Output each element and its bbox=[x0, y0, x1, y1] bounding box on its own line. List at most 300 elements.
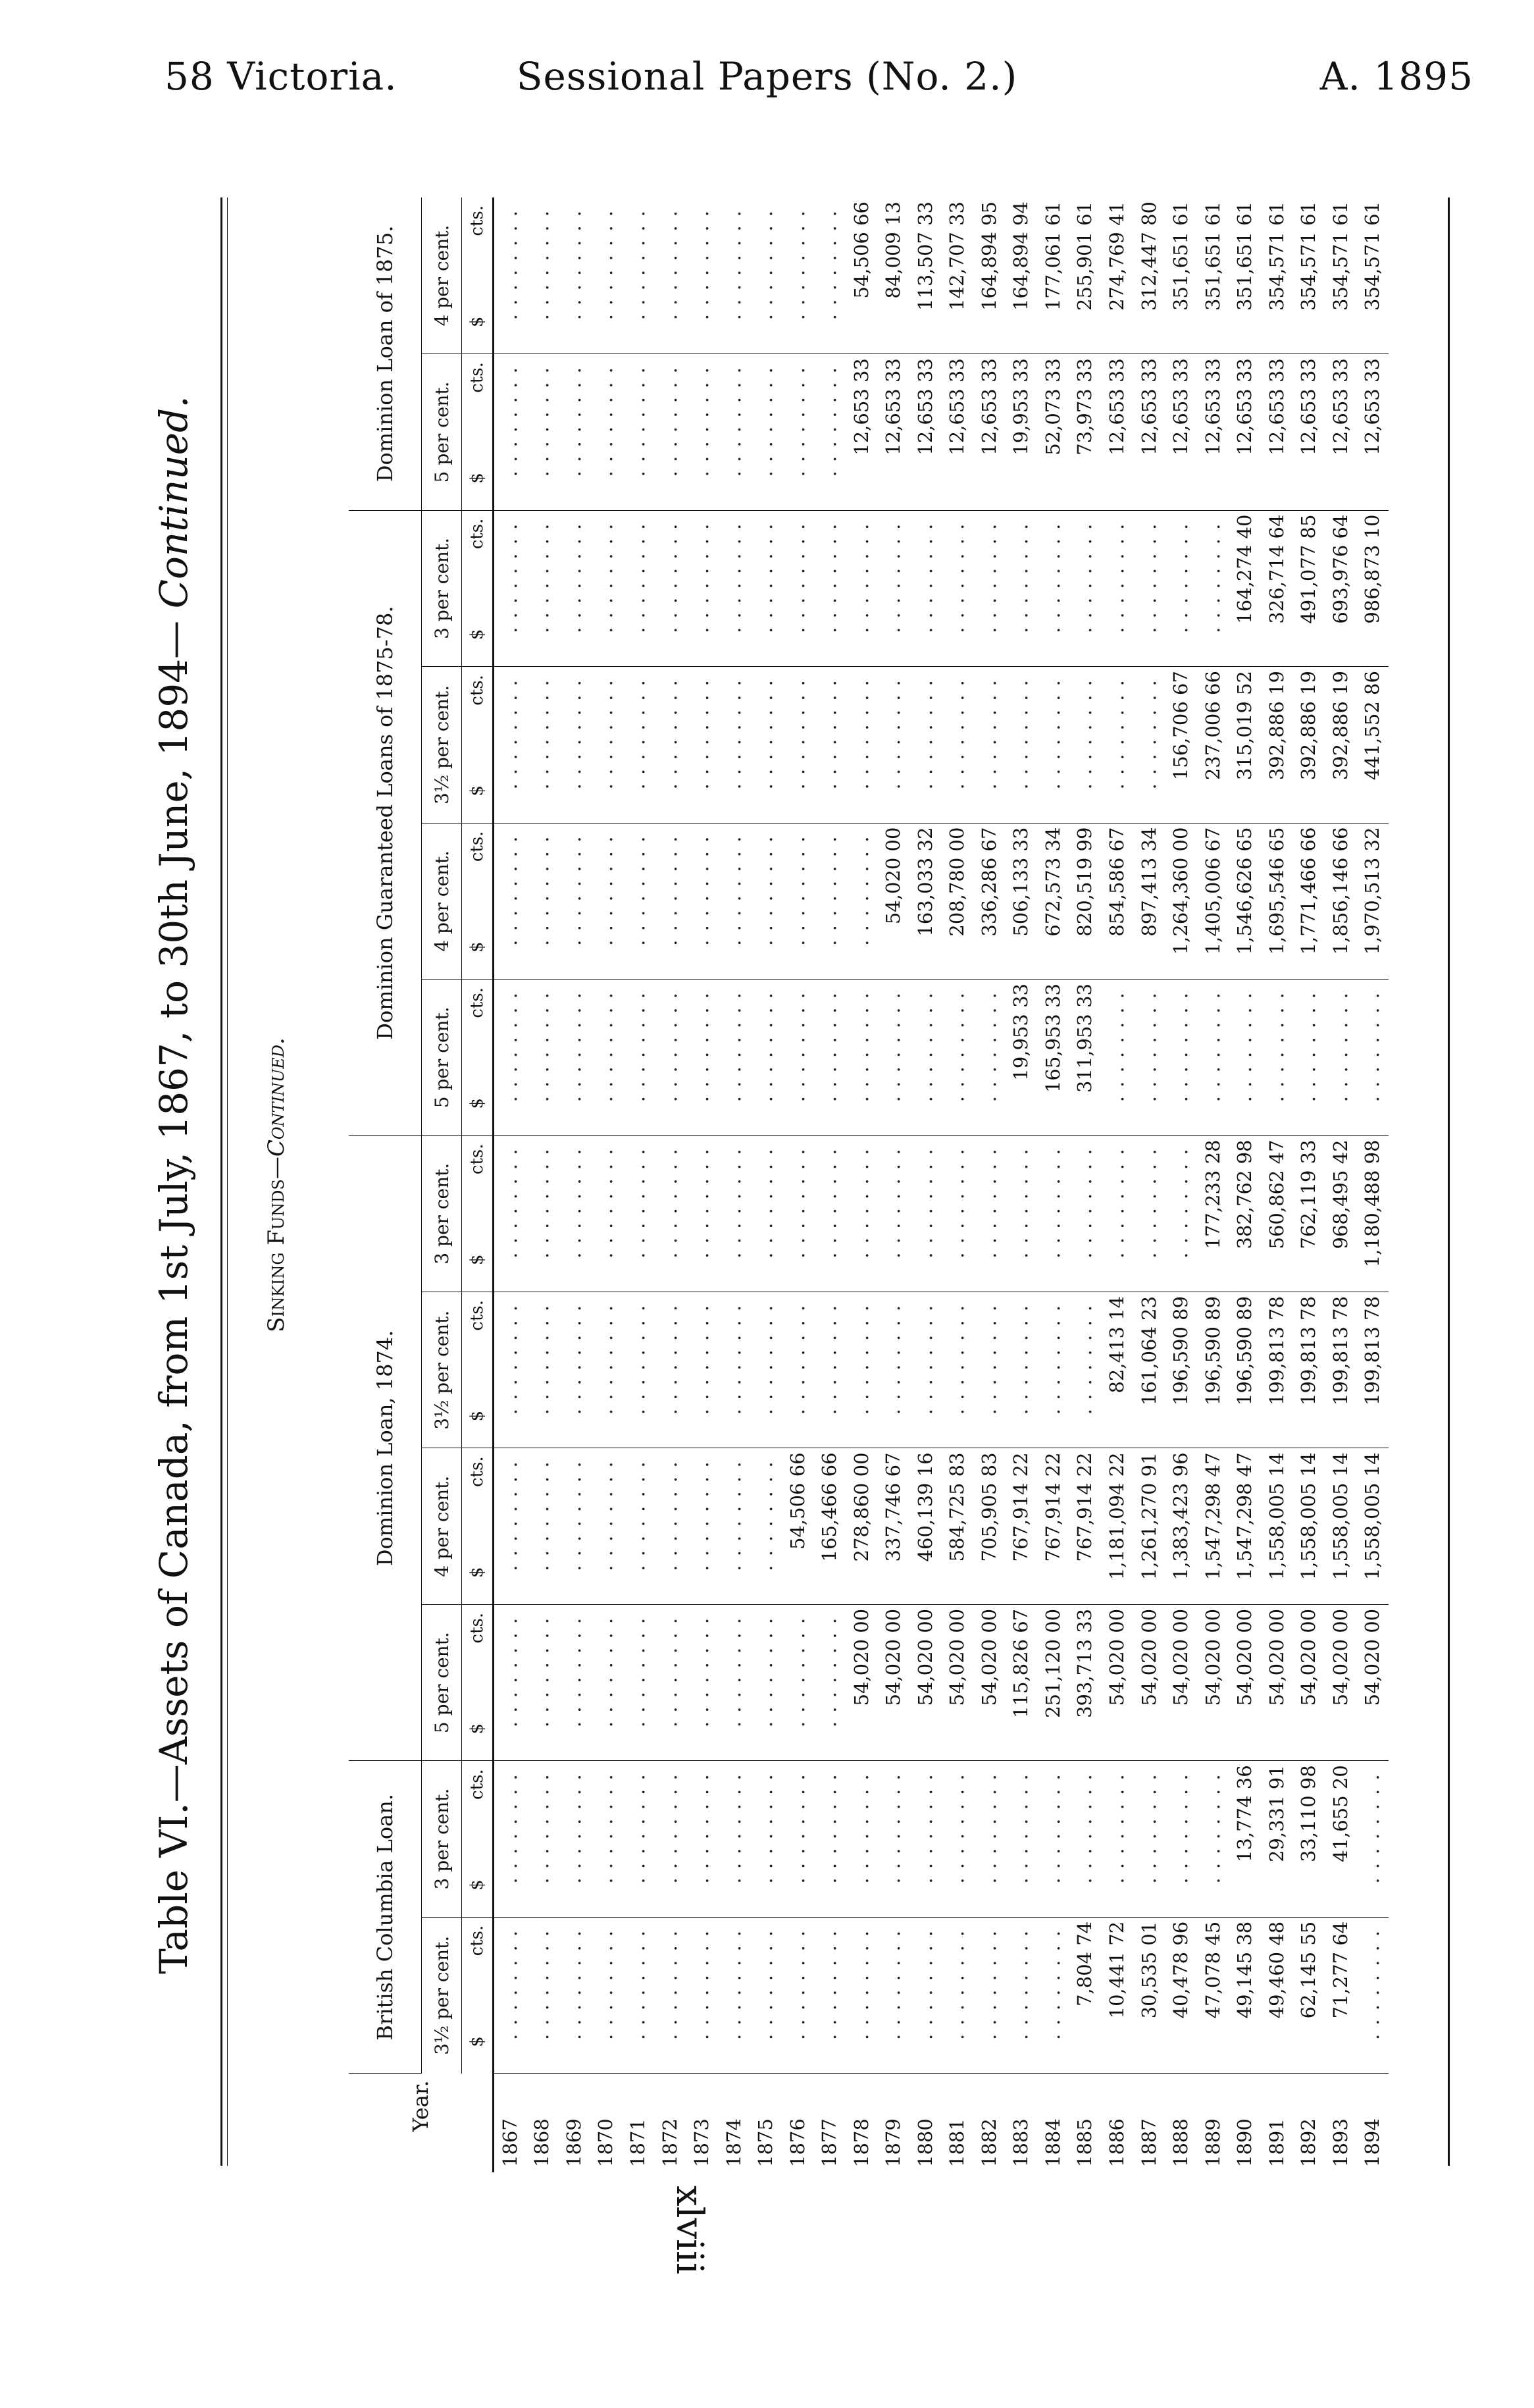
empty-cell: . . . . . . . . bbox=[750, 1761, 782, 1917]
year-cell: 1879 bbox=[882, 2118, 905, 2167]
column-header: 5 per cent. bbox=[422, 1604, 462, 1760]
empty-cell: . . . . . . . . bbox=[813, 1917, 846, 2073]
empty-cell: . . . . . . . . bbox=[1037, 1761, 1069, 1917]
empty-cell: . . . . . . . . bbox=[494, 1917, 526, 2073]
empty-cell: . . . . . . . . bbox=[973, 1292, 1006, 1448]
empty-cell: . . . . . . . . bbox=[590, 1604, 623, 1760]
table-title-continued: Continued. bbox=[151, 396, 196, 609]
value-cell: 163,033 32 bbox=[909, 823, 942, 979]
empty-cell: . . . . . . . . bbox=[494, 1761, 526, 1917]
value-cell: 115,826 67 bbox=[1006, 1604, 1038, 1760]
empty-cell: . . . . . . . . bbox=[558, 354, 590, 510]
empty-cell: . . . . . . . . bbox=[654, 1448, 686, 1604]
empty-cell: . . . . . . . . bbox=[622, 1917, 654, 2073]
value-cell: 326,714 64 bbox=[1261, 510, 1293, 667]
empty-cell: . . . . . . . . bbox=[909, 1136, 942, 1292]
column-header: 5 per cent. bbox=[422, 980, 462, 1136]
empty-cell: . . . . . . . . bbox=[686, 823, 718, 979]
year-cell: 1878 bbox=[850, 2118, 873, 2167]
empty-cell: . . . . . . . . bbox=[686, 197, 718, 354]
empty-cell: . . . . . . . . bbox=[558, 980, 590, 1136]
empty-cell: . . . . . . . . bbox=[622, 1136, 654, 1292]
value-cell: 62,145 55 bbox=[1292, 1917, 1325, 2073]
value-cell: 762,119 33 bbox=[1292, 1136, 1325, 1292]
cents-unit: cts. bbox=[467, 1456, 487, 1488]
empty-cell: . . . . . . . . bbox=[750, 980, 782, 1136]
empty-cell: . . . . . . . . bbox=[526, 980, 559, 1136]
table-row bbox=[1356, 197, 1389, 2172]
empty-cell: . . . . . . . . bbox=[846, 510, 878, 667]
value-cell: 274,769 41 bbox=[1101, 197, 1133, 354]
table-row bbox=[1133, 197, 1165, 2172]
table-row bbox=[494, 197, 526, 2172]
empty-cell: . . . . . . . . bbox=[686, 1604, 718, 1760]
empty-cell: . . . . . . . . bbox=[558, 1448, 590, 1604]
value-cell: 54,020 00 bbox=[877, 1604, 909, 1760]
value-cell: 460,139 16 bbox=[909, 1448, 942, 1604]
empty-cell: . . . . . . . . bbox=[590, 1136, 623, 1292]
value-cell: 49,145 38 bbox=[1229, 1917, 1261, 2073]
empty-cell: . . . . . . . . bbox=[590, 1292, 623, 1448]
empty-cell: . . . . . . . . bbox=[1069, 1136, 1102, 1292]
empty-cell: . . . . . . . . bbox=[494, 1136, 526, 1292]
empty-cell: . . . . . . . . bbox=[1356, 980, 1389, 1136]
value-cell: 1,558,005 14 bbox=[1292, 1448, 1325, 1604]
empty-cell: . . . . . . . . bbox=[1006, 1761, 1038, 1917]
empty-cell: . . . . . . . . bbox=[590, 980, 623, 1136]
empty-cell: . . . . . . . . bbox=[494, 1604, 526, 1760]
cents-unit: cts. bbox=[467, 362, 487, 393]
empty-cell: . . . . . . . . bbox=[590, 823, 623, 979]
unit-header bbox=[462, 667, 494, 823]
empty-cell: . . . . . . . . bbox=[558, 1761, 590, 1917]
empty-cell: . . . . . . . . bbox=[622, 1761, 654, 1917]
empty-cell: . . . . . . . . bbox=[494, 510, 526, 667]
value-cell: 12,653 33 bbox=[1325, 354, 1357, 510]
empty-cell: . . . . . . . . bbox=[590, 354, 623, 510]
empty-cell: . . . . . . . . bbox=[718, 1761, 750, 1917]
year-cell: 1887 bbox=[1137, 2118, 1160, 2167]
empty-cell: . . . . . . . . bbox=[622, 1604, 654, 1760]
empty-cell: . . . . . . . . bbox=[782, 1604, 814, 1760]
value-cell: 12,653 33 bbox=[973, 354, 1006, 510]
empty-cell: . . . . . . . . bbox=[877, 667, 909, 823]
empty-cell: . . . . . . . . bbox=[1006, 1136, 1038, 1292]
empty-cell: . . . . . . . . bbox=[718, 197, 750, 354]
value-cell: 1,547,298 47 bbox=[1229, 1448, 1261, 1604]
empty-cell: . . . . . . . . bbox=[718, 510, 750, 667]
empty-cell: . . . . . . . . bbox=[813, 1292, 846, 1448]
dollar-unit: $ bbox=[467, 1879, 487, 1891]
table-row bbox=[686, 197, 718, 2172]
value-cell: 767,914 22 bbox=[1037, 1448, 1069, 1604]
unit-header bbox=[462, 1448, 494, 1604]
table-subtitle-continued: Continued. bbox=[263, 1037, 290, 1157]
empty-cell: . . . . . . . . bbox=[590, 510, 623, 667]
empty-cell: . . . . . . . . bbox=[558, 1292, 590, 1448]
year-cell: 1891 bbox=[1265, 2118, 1288, 2167]
empty-cell: . . . . . . . . bbox=[558, 510, 590, 667]
empty-cell: . . . . . . . . bbox=[654, 1761, 686, 1917]
value-cell: 672,573 34 bbox=[1037, 823, 1069, 979]
empty-cell: . . . . . . . . bbox=[622, 1448, 654, 1604]
value-cell: 354,571 61 bbox=[1292, 197, 1325, 354]
unit-header bbox=[462, 1604, 494, 1760]
value-cell: 278,860 00 bbox=[846, 1448, 878, 1604]
value-cell: 33,110 98 bbox=[1292, 1761, 1325, 1917]
dollar-unit: $ bbox=[467, 1410, 487, 1422]
value-cell: 1,180,488 98 bbox=[1356, 1136, 1389, 1292]
empty-cell: . . . . . . . . bbox=[1101, 1136, 1133, 1292]
empty-cell: . . . . . . . . bbox=[1069, 667, 1102, 823]
cents-unit: cts. bbox=[467, 831, 487, 862]
empty-cell: . . . . . . . . bbox=[1261, 980, 1293, 1136]
value-cell: 156,706 67 bbox=[1165, 667, 1197, 823]
value-cell: 392,886 19 bbox=[1292, 667, 1325, 823]
table-row bbox=[558, 197, 590, 2172]
value-cell: 336,286 67 bbox=[973, 823, 1006, 979]
value-cell: 584,725 83 bbox=[942, 1448, 974, 1604]
empty-cell: . . . . . . . . bbox=[526, 354, 559, 510]
empty-cell: . . . . . . . . bbox=[1133, 667, 1165, 823]
empty-cell: . . . . . . . . bbox=[846, 980, 878, 1136]
value-cell: 237,006 66 bbox=[1197, 667, 1229, 823]
unit-header bbox=[462, 1761, 494, 1917]
empty-cell: . . . . . . . . bbox=[813, 1604, 846, 1760]
empty-cell: . . . . . . . . bbox=[1133, 1136, 1165, 1292]
empty-cell: . . . . . . . . bbox=[877, 1761, 909, 1917]
empty-cell: . . . . . . . . bbox=[1292, 980, 1325, 1136]
table-row bbox=[526, 197, 559, 2172]
value-cell: 52,073 33 bbox=[1037, 354, 1069, 510]
empty-cell: . . . . . . . . bbox=[494, 1292, 526, 1448]
empty-cell: . . . . . . . . bbox=[1165, 1136, 1197, 1292]
empty-cell: . . . . . . . . bbox=[1037, 1292, 1069, 1448]
value-cell: 40,478 96 bbox=[1165, 1917, 1197, 2073]
value-cell: 10,441 72 bbox=[1101, 1917, 1133, 2073]
value-cell: 820,519 99 bbox=[1069, 823, 1102, 979]
empty-cell: . . . . . . . . bbox=[558, 667, 590, 823]
empty-cell: . . . . . . . . bbox=[654, 823, 686, 979]
year-cell: 1893 bbox=[1329, 2118, 1352, 2167]
cents-unit: cts. bbox=[467, 1925, 487, 1956]
table-row bbox=[1069, 197, 1102, 2172]
empty-cell: . . . . . . . . bbox=[686, 1761, 718, 1917]
year-cell: 1872 bbox=[658, 2118, 681, 2167]
value-cell: 54,506 66 bbox=[782, 1448, 814, 1604]
value-cell: 854,586 67 bbox=[1101, 823, 1133, 979]
empty-cell: . . . . . . . . bbox=[686, 667, 718, 823]
table-row bbox=[909, 197, 942, 2172]
value-cell: 54,020 00 bbox=[1133, 1604, 1165, 1760]
empty-cell: . . . . . . . . bbox=[494, 197, 526, 354]
empty-cell: . . . . . . . . bbox=[782, 667, 814, 823]
value-cell: 54,020 00 bbox=[877, 823, 909, 979]
empty-cell: . . . . . . . . bbox=[494, 667, 526, 823]
value-cell: 1,181,094 22 bbox=[1101, 1448, 1133, 1604]
value-cell: 12,653 33 bbox=[942, 354, 974, 510]
unit-header bbox=[462, 1917, 494, 2073]
empty-cell: . . . . . . . . bbox=[1197, 980, 1229, 1136]
unit-header bbox=[462, 1136, 494, 1292]
empty-cell: . . . . . . . . bbox=[1356, 1761, 1389, 1917]
cents-unit: cts. bbox=[467, 1769, 487, 1800]
value-cell: 392,886 19 bbox=[1325, 667, 1357, 823]
value-cell: 177,061 61 bbox=[1037, 197, 1069, 354]
value-cell: 311,953 33 bbox=[1069, 980, 1102, 1136]
table-row bbox=[1037, 197, 1069, 2172]
empty-cell: . . . . . . . . bbox=[750, 823, 782, 979]
dollar-unit: $ bbox=[467, 629, 487, 641]
empty-cell: . . . . . . . . bbox=[494, 823, 526, 979]
value-cell: 7,804 74 bbox=[1069, 1917, 1102, 2073]
empty-cell: . . . . . . . . bbox=[1101, 510, 1133, 667]
group-header: British Columbia Loan. bbox=[349, 1761, 422, 2074]
empty-cell: . . . . . . . . bbox=[1101, 1761, 1133, 1917]
value-cell: 337,746 67 bbox=[877, 1448, 909, 1604]
value-cell: 54,020 00 bbox=[1292, 1604, 1325, 1760]
year-cell: 1888 bbox=[1169, 2118, 1192, 2167]
empty-cell: . . . . . . . . bbox=[718, 823, 750, 979]
year-cell: 1889 bbox=[1201, 2118, 1224, 2167]
value-cell: 29,331 91 bbox=[1261, 1761, 1293, 1917]
value-cell: 177,233 28 bbox=[1197, 1136, 1229, 1292]
value-cell: 351,651 61 bbox=[1165, 197, 1197, 354]
table-row bbox=[1197, 197, 1229, 2172]
empty-cell: . . . . . . . . bbox=[590, 1917, 623, 2073]
column-header: 4 per cent. bbox=[422, 823, 462, 979]
value-cell: 54,506 66 bbox=[846, 197, 878, 354]
value-cell: 1,546,626 65 bbox=[1229, 823, 1261, 979]
empty-cell: . . . . . . . . bbox=[654, 980, 686, 1136]
table-row bbox=[622, 197, 654, 2172]
value-cell: 54,020 00 bbox=[942, 1604, 974, 1760]
empty-cell: . . . . . . . . bbox=[813, 823, 846, 979]
empty-cell: . . . . . . . . bbox=[526, 1917, 559, 2073]
empty-cell: . . . . . . . . bbox=[654, 1604, 686, 1760]
empty-cell: . . . . . . . . bbox=[782, 1761, 814, 1917]
value-cell: 54,020 00 bbox=[1325, 1604, 1357, 1760]
empty-cell: . . . . . . . . bbox=[718, 667, 750, 823]
empty-cell: . . . . . . . . bbox=[526, 823, 559, 979]
empty-cell: . . . . . . . . bbox=[1101, 980, 1133, 1136]
value-cell: 354,571 61 bbox=[1261, 197, 1293, 354]
rotated-table-block bbox=[151, 197, 1454, 2172]
empty-cell: . . . . . . . . bbox=[686, 1448, 718, 1604]
empty-cell: . . . . . . . . bbox=[909, 1761, 942, 1917]
value-cell: 506,133 33 bbox=[1006, 823, 1038, 979]
group-header-row bbox=[349, 197, 422, 2172]
value-cell: 1,558,005 14 bbox=[1325, 1448, 1357, 1604]
value-cell: 199,813 78 bbox=[1261, 1292, 1293, 1448]
value-cell: 47,078 45 bbox=[1197, 1917, 1229, 2073]
value-cell: 1,547,298 47 bbox=[1197, 1448, 1229, 1604]
value-cell: 315,019 52 bbox=[1229, 667, 1261, 823]
value-cell: 255,901 61 bbox=[1069, 197, 1102, 354]
table-row bbox=[813, 197, 846, 2172]
empty-cell: . . . . . . . . bbox=[973, 980, 1006, 1136]
empty-cell: . . . . . . . . bbox=[654, 354, 686, 510]
sinking-funds-table bbox=[349, 197, 1389, 2172]
empty-cell: . . . . . . . . bbox=[877, 510, 909, 667]
value-cell: 54,020 00 bbox=[1356, 1604, 1389, 1760]
empty-cell: . . . . . . . . bbox=[1197, 1761, 1229, 1917]
empty-cell: . . . . . . . . bbox=[558, 823, 590, 979]
empty-cell: . . . . . . . . bbox=[1069, 510, 1102, 667]
empty-cell: . . . . . . . . bbox=[813, 1136, 846, 1292]
value-cell: 441,552 86 bbox=[1356, 667, 1389, 823]
header-sessional-papers: Sessional Papers (No. 2.) bbox=[516, 54, 1018, 99]
empty-cell: . . . . . . . . bbox=[686, 980, 718, 1136]
empty-cell: . . . . . . . . bbox=[718, 354, 750, 510]
empty-cell: . . . . . . . . bbox=[909, 667, 942, 823]
empty-cell: . . . . . . . . bbox=[942, 980, 974, 1136]
year-cell: 1890 bbox=[1233, 2118, 1256, 2167]
empty-cell: . . . . . . . . bbox=[1197, 510, 1229, 667]
table-row bbox=[877, 197, 909, 2172]
table-row bbox=[1261, 197, 1293, 2172]
dollar-unit: $ bbox=[467, 941, 487, 953]
value-cell: 19,953 33 bbox=[1006, 354, 1038, 510]
empty-cell: . . . . . . . . bbox=[526, 1136, 559, 1292]
dollar-unit: $ bbox=[467, 2036, 487, 2047]
empty-cell: . . . . . . . . bbox=[558, 197, 590, 354]
empty-cell: . . . . . . . . bbox=[1133, 510, 1165, 667]
empty-cell: . . . . . . . . bbox=[1101, 667, 1133, 823]
unit-header bbox=[462, 354, 494, 510]
value-cell: 54,020 00 bbox=[1165, 1604, 1197, 1760]
column-header: 4 per cent. bbox=[422, 1448, 462, 1604]
year-cell: 1869 bbox=[562, 2118, 585, 2167]
empty-cell: . . . . . . . . bbox=[590, 667, 623, 823]
value-cell: 12,653 33 bbox=[846, 354, 878, 510]
empty-cell: . . . . . . . . bbox=[782, 354, 814, 510]
empty-cell: . . . . . . . . bbox=[782, 1292, 814, 1448]
empty-cell: . . . . . . . . bbox=[909, 1917, 942, 2073]
column-header: 3 per cent. bbox=[422, 1761, 462, 1917]
empty-cell: . . . . . . . . bbox=[654, 197, 686, 354]
empty-cell: . . . . . . . . bbox=[813, 1761, 846, 1917]
empty-cell: . . . . . . . . bbox=[1165, 1761, 1197, 1917]
table-title-text: Table VI.—Assets of Canada, from 1st July, 1867, to 30th June, 1894— bbox=[151, 620, 196, 1974]
empty-cell: . . . . . . . . bbox=[750, 1604, 782, 1760]
header-session: 58 Victoria. bbox=[165, 54, 397, 99]
group-header: Dominion Guaranteed Loans of 1875-78. bbox=[349, 510, 422, 1136]
empty-cell: . . . . . . . . bbox=[654, 1292, 686, 1448]
value-cell: 1,558,005 14 bbox=[1356, 1448, 1389, 1604]
value-cell: 54,020 00 bbox=[1197, 1604, 1229, 1760]
value-cell: 12,653 33 bbox=[1261, 354, 1293, 510]
year-cell: 1880 bbox=[913, 2118, 936, 2167]
empty-cell: . . . . . . . . bbox=[846, 823, 878, 979]
value-cell: 705,905 83 bbox=[973, 1448, 1006, 1604]
empty-cell: . . . . . . . . bbox=[846, 1136, 878, 1292]
empty-cell: . . . . . . . . bbox=[942, 1761, 974, 1917]
empty-cell: . . . . . . . . bbox=[813, 980, 846, 1136]
cents-unit: cts. bbox=[467, 518, 487, 550]
empty-cell: . . . . . . . . bbox=[942, 510, 974, 667]
group-header: Dominion Loan, 1874. bbox=[349, 1136, 422, 1761]
empty-cell: . . . . . . . . bbox=[558, 1917, 590, 2073]
empty-cell: . . . . . . . . bbox=[909, 1292, 942, 1448]
dollar-unit: $ bbox=[467, 1254, 487, 1265]
unit-header-row bbox=[462, 197, 494, 2172]
value-cell: 13,774 36 bbox=[1229, 1761, 1261, 1917]
dollar-unit: $ bbox=[467, 1567, 487, 1578]
empty-cell: . . . . . . . . bbox=[654, 510, 686, 667]
value-cell: 12,653 33 bbox=[1101, 354, 1133, 510]
value-cell: 351,651 61 bbox=[1197, 197, 1229, 354]
table-row bbox=[1006, 197, 1038, 2172]
year-header: Year. bbox=[349, 2074, 494, 2172]
cents-unit: cts. bbox=[467, 1143, 487, 1175]
empty-cell: . . . . . . . . bbox=[654, 1917, 686, 2073]
value-cell: 251,120 00 bbox=[1037, 1604, 1069, 1760]
value-cell: 19,953 33 bbox=[1006, 980, 1038, 1136]
value-cell: 1,558,005 14 bbox=[1261, 1448, 1293, 1604]
cents-unit: cts. bbox=[467, 1612, 487, 1644]
dollar-unit: $ bbox=[467, 785, 487, 797]
value-cell: 142,707 33 bbox=[942, 197, 974, 354]
value-cell: 1,405,006 67 bbox=[1197, 823, 1229, 979]
empty-cell: . . . . . . . . bbox=[1133, 980, 1165, 1136]
value-cell: 968,495 42 bbox=[1325, 1136, 1357, 1292]
empty-cell: . . . . . . . . bbox=[526, 1292, 559, 1448]
year-cell: 1870 bbox=[594, 2118, 617, 2167]
value-cell: 164,274 40 bbox=[1229, 510, 1261, 667]
empty-cell: . . . . . . . . bbox=[750, 1136, 782, 1292]
value-cell: 54,020 00 bbox=[846, 1604, 878, 1760]
table-row bbox=[973, 197, 1006, 2172]
empty-cell: . . . . . . . . bbox=[1229, 980, 1261, 1136]
empty-cell: . . . . . . . . bbox=[1037, 1917, 1069, 2073]
value-cell: 767,914 22 bbox=[1069, 1448, 1102, 1604]
value-cell: 71,277 64 bbox=[1325, 1917, 1357, 2073]
year-cell: 1871 bbox=[626, 2118, 649, 2167]
year-cell: 1877 bbox=[818, 2118, 841, 2167]
value-cell: 693,976 64 bbox=[1325, 510, 1357, 667]
value-cell: 393,713 33 bbox=[1069, 1604, 1102, 1760]
empty-cell: . . . . . . . . bbox=[622, 510, 654, 667]
empty-cell: . . . . . . . . bbox=[782, 1136, 814, 1292]
value-cell: 49,460 48 bbox=[1261, 1917, 1293, 2073]
value-cell: 199,813 78 bbox=[1356, 1292, 1389, 1448]
value-cell: 164,894 94 bbox=[1006, 197, 1038, 354]
empty-cell: . . . . . . . . bbox=[526, 197, 559, 354]
empty-cell: . . . . . . . . bbox=[622, 980, 654, 1136]
table-row bbox=[718, 197, 750, 2172]
table-row bbox=[750, 197, 782, 2172]
empty-cell: . . . . . . . . bbox=[909, 980, 942, 1136]
year-cell: 1894 bbox=[1361, 2118, 1384, 2167]
empty-cell: . . . . . . . . bbox=[526, 1761, 559, 1917]
empty-cell: . . . . . . . . bbox=[622, 354, 654, 510]
empty-cell: . . . . . . . . bbox=[622, 197, 654, 354]
value-cell: 1,264,360 00 bbox=[1165, 823, 1197, 979]
column-header-row bbox=[422, 197, 462, 2172]
empty-cell: . . . . . . . . bbox=[750, 197, 782, 354]
value-cell: 986,873 10 bbox=[1356, 510, 1389, 667]
table-row bbox=[846, 197, 878, 2172]
value-cell: 164,894 95 bbox=[973, 197, 1006, 354]
empty-cell: . . . . . . . . bbox=[973, 510, 1006, 667]
table-title bbox=[151, 197, 196, 2172]
empty-cell: . . . . . . . . bbox=[1037, 1136, 1069, 1292]
empty-cell: . . . . . . . . bbox=[1165, 980, 1197, 1136]
year-cell: 1886 bbox=[1105, 2118, 1128, 2167]
table-row bbox=[1101, 197, 1133, 2172]
empty-cell: . . . . . . . . bbox=[942, 1292, 974, 1448]
